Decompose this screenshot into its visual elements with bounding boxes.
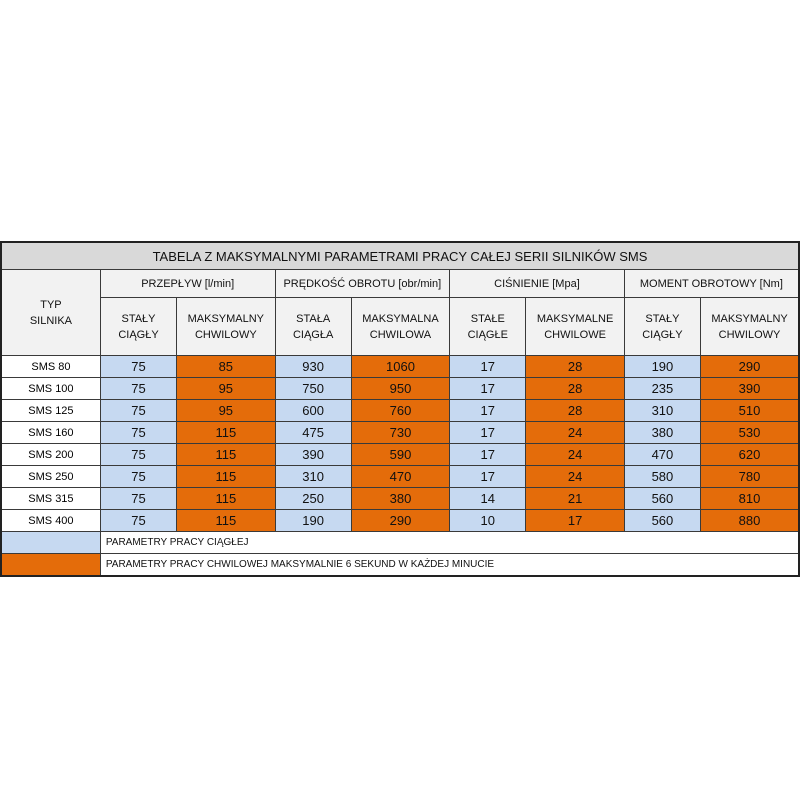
table-cell: 17	[450, 400, 526, 422]
table-cell: 880	[701, 510, 799, 532]
table-cell: 75	[100, 466, 176, 488]
sub-header: MAKSYMALNA CHWILOWA	[351, 298, 449, 356]
motor-type: SMS 125	[1, 400, 100, 422]
table-cell: 290	[351, 510, 449, 532]
table-cell: 17	[526, 510, 624, 532]
table-cell: 475	[275, 422, 351, 444]
table-cell: 235	[624, 378, 700, 400]
table-cell: 580	[624, 466, 700, 488]
sub-header: STAŁY CIĄGŁY	[100, 298, 176, 356]
table-row	[1, 488, 799, 510]
table-cell: 24	[526, 422, 624, 444]
table-cell: 115	[177, 510, 275, 532]
legend-swatch-momentary	[1, 554, 100, 577]
table-title: TABELA Z MAKSYMALNYMI PARAMETRAMI PRACY CAŁEJ SERII SILNIKÓW SMS	[1, 242, 799, 270]
table-cell: 75	[100, 510, 176, 532]
table-cell: 290	[701, 356, 799, 378]
table-cell: 620	[701, 444, 799, 466]
group-header-speed: PRĘDKOŚĆ OBROTU [obr/min]	[275, 270, 450, 298]
table-cell: 115	[177, 444, 275, 466]
table-cell: 1060	[351, 356, 449, 378]
table-cell: 590	[351, 444, 449, 466]
table-row	[1, 444, 799, 466]
table-cell: 17	[450, 466, 526, 488]
table-cell: 190	[275, 510, 351, 532]
table-cell: 28	[526, 356, 624, 378]
parameters-table	[0, 241, 800, 577]
table-cell: 190	[624, 356, 700, 378]
table-cell: 930	[275, 356, 351, 378]
legend-swatch-continuous	[1, 532, 100, 554]
table-cell: 730	[351, 422, 449, 444]
legend-row-momentary	[1, 554, 799, 577]
table-cell: 600	[275, 400, 351, 422]
table-cell: 470	[624, 444, 700, 466]
motor-type: SMS 250	[1, 466, 100, 488]
table-cell: 810	[701, 488, 799, 510]
sub-header: MAKSYMALNY CHWILOWY	[177, 298, 275, 356]
table-cell: 750	[275, 378, 351, 400]
table-cell: 28	[526, 378, 624, 400]
group-header-torque: MOMENT OBROTOWY [Nm]	[624, 270, 799, 298]
table-cell: 75	[100, 488, 176, 510]
sub-header: STAŁA CIĄGŁA	[275, 298, 351, 356]
motor-type: SMS 200	[1, 444, 100, 466]
table-cell: 75	[100, 378, 176, 400]
table-cell: 21	[526, 488, 624, 510]
table-cell: 310	[624, 400, 700, 422]
table-cell: 560	[624, 488, 700, 510]
table-cell: 380	[624, 422, 700, 444]
table-cell: 75	[100, 444, 176, 466]
table-cell: 115	[177, 488, 275, 510]
table-row	[1, 356, 799, 378]
table-cell: 470	[351, 466, 449, 488]
table-cell: 760	[351, 400, 449, 422]
table-cell: 115	[177, 466, 275, 488]
table-cell: 17	[450, 356, 526, 378]
table-cell: 95	[177, 400, 275, 422]
table-cell: 510	[701, 400, 799, 422]
table-cell: 10	[450, 510, 526, 532]
table-cell: 250	[275, 488, 351, 510]
table-cell: 390	[701, 378, 799, 400]
table-cell: 310	[275, 466, 351, 488]
table-row	[1, 466, 799, 488]
table-cell: 75	[100, 356, 176, 378]
table-row	[1, 378, 799, 400]
motor-type: SMS 400	[1, 510, 100, 532]
table-cell: 17	[450, 378, 526, 400]
group-header-flow: PRZEPŁYW [l/min]	[100, 270, 275, 298]
legend-text-momentary: PARAMETRY PRACY CHWILOWEJ MAKSYMALNIE 6 SEKUND W KAŻDEJ MINUCIE	[100, 554, 799, 577]
sub-header: STAŁY CIĄGŁY	[624, 298, 700, 356]
table-cell: 530	[701, 422, 799, 444]
legend-text-continuous: PARAMETRY PRACY CIĄGŁEJ	[100, 532, 799, 554]
table-cell: 75	[100, 400, 176, 422]
motor-type: SMS 315	[1, 488, 100, 510]
table-row	[1, 510, 799, 532]
table-cell: 115	[177, 422, 275, 444]
table-cell: 14	[450, 488, 526, 510]
table-cell: 380	[351, 488, 449, 510]
table-cell: 780	[701, 466, 799, 488]
group-header-pressure: CIŚNIENIE [Mpa]	[450, 270, 625, 298]
table-cell: 17	[450, 444, 526, 466]
motor-type: SMS 80	[1, 356, 100, 378]
sub-header: STAŁE CIĄGŁE	[450, 298, 526, 356]
sub-header: MAKSYMALNY CHWILOWY	[701, 298, 799, 356]
motor-type: SMS 100	[1, 378, 100, 400]
table-cell: 85	[177, 356, 275, 378]
legend-row-continuous	[1, 532, 799, 554]
table-cell: 950	[351, 378, 449, 400]
table-cell: 24	[526, 444, 624, 466]
table-row	[1, 400, 799, 422]
table-cell: 28	[526, 400, 624, 422]
motor-type: SMS 160	[1, 422, 100, 444]
table-cell: 390	[275, 444, 351, 466]
table-cell: 560	[624, 510, 700, 532]
table-cell: 17	[450, 422, 526, 444]
type-header: TYP SILNIKA	[1, 270, 100, 356]
table-cell: 24	[526, 466, 624, 488]
table-row	[1, 422, 799, 444]
sub-header: MAKSYMALNE CHWILOWE	[526, 298, 624, 356]
table-cell: 95	[177, 378, 275, 400]
table-cell: 75	[100, 422, 176, 444]
